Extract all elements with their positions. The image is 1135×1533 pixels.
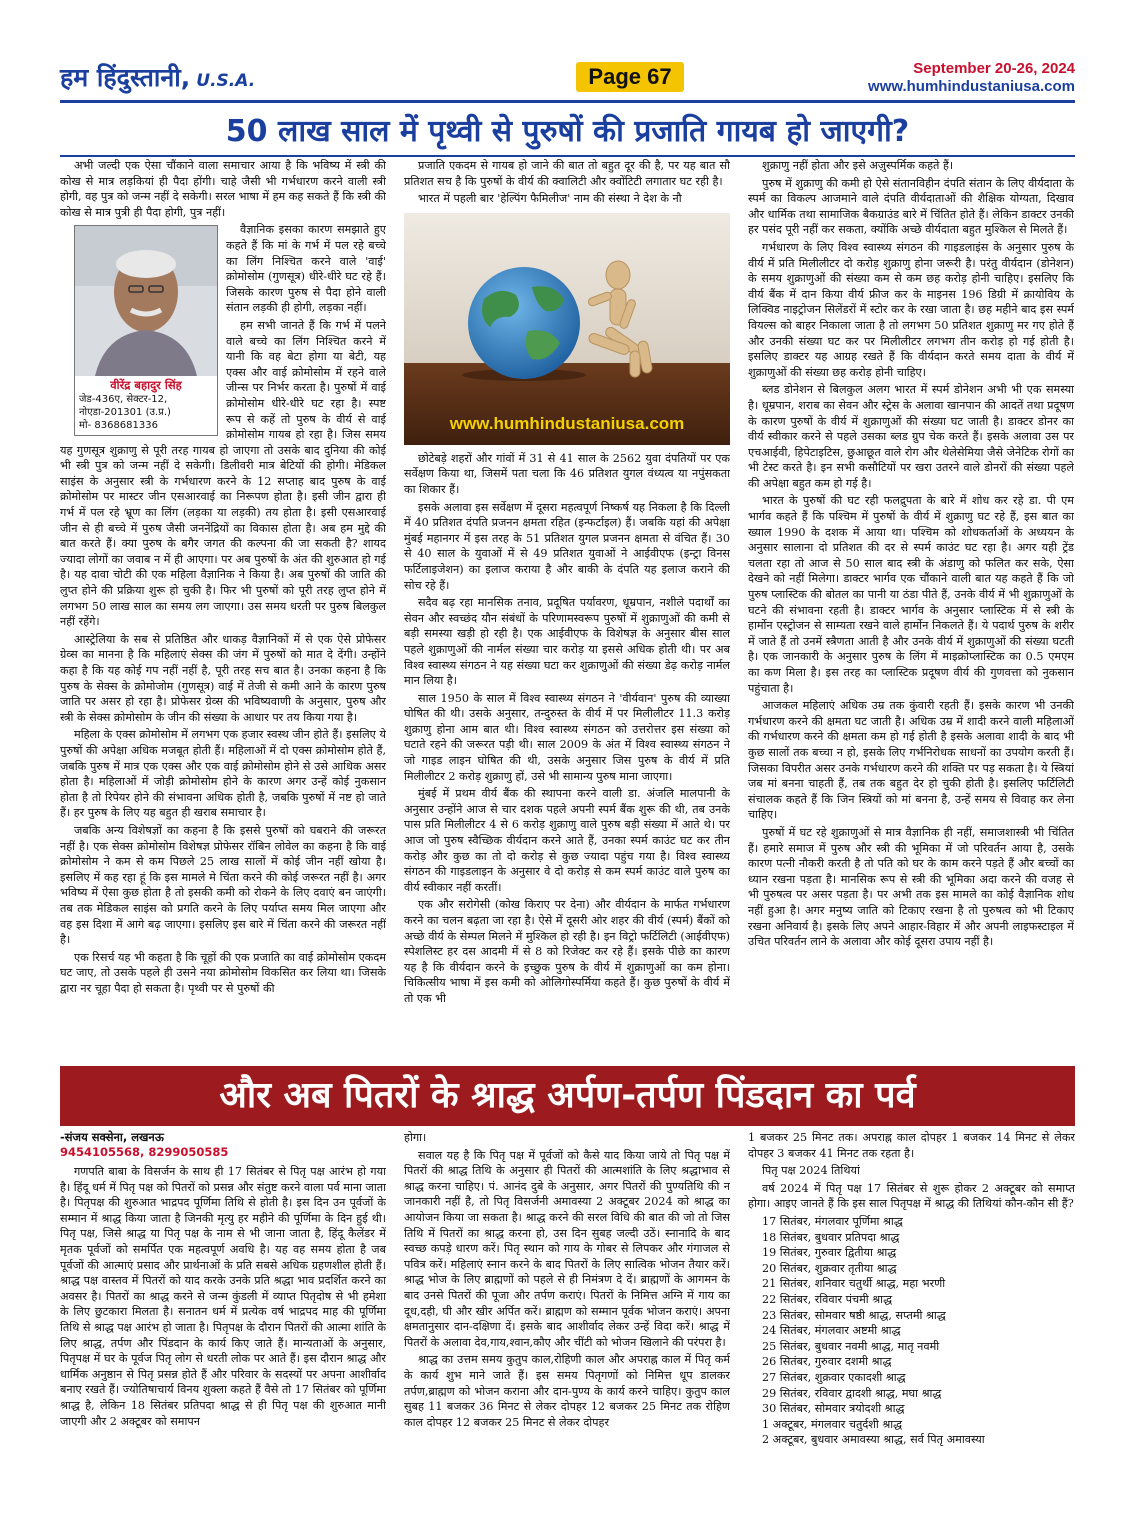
article2-byline — [60, 1130, 386, 1160]
list-item: 29 सितंबर, रविवार द्वादशी श्राद्ध, मघा श्राद्ध — [762, 1386, 942, 1400]
author-info — [75, 376, 217, 435]
article1-paragraph: सदैव बढ़ रहा मानसिक तनाव, प्रदूषित पर्यावरण, धूम्रपान, नशीले पदार्थों का सेवन और स्वच्छंद यौन संबंधों के परिणामस्वरूप पुरुषों में शुक्राणुओं की कमी से बड़ी समस्या खड़ी हो रही है। एक आईवीएफ के विशेषज्ञ के अनुसार बीस साल पहले शुक्राणुओं की नार्मल संख्या चार करोड़ या इससे अधिक होती थी। पर अब विश्व स्वास्थ्य संगठन ने यह संख्या घटा कर शुक्राणुओं की संख्या डेढ़ करोड़ नार्मल मान लिया है। — [404, 596, 730, 688]
article2-body — [60, 1130, 1075, 1526]
list-item: 17 सितंबर, मंगलवार पूर्णिमा श्राद्ध — [762, 1214, 903, 1228]
headline-rule — [60, 155, 1075, 157]
article1-column-3 — [748, 158, 1074, 1048]
article1-paragraph: अभी जल्दी एक ऐसा चौंकाने वाला समाचार आया है कि भविष्य में स्त्री की कोख से मात्र लड़कियां ही पैदा होंगी। चाहे जैसी भी गर्भधारण करने वाली स्त्री होगी, वह पुत्र को जन्म नहीं दे सकेगी। सरल भाषा में हम कह सकते हैं कि स्त्री की कोख से मात्र पुत्री ही पैदा होगी, पुत्र नहीं। — [60, 159, 386, 219]
article1-headline: 50 लाख साल में पृथ्वी से पुरुषों की प्रजाति गायब हो जाएगी? — [225, 114, 910, 149]
article1-paragraph: आस्ट्रेलिया के सब से प्रतिष्ठित और धाकड़ वैज्ञानिकों में से एक ऐसे प्रोफेसर ग्रेव्स का मानना है कि महिलाएं सेक्स की जंग में पुरुषों को मात दे देंगी। उन्होंने कहा है कि यह कोई गप नहीं नहीं है, पूरी तरह सच बात है। उनका कहना है कि पुरुष के सेक्स के क्रोमोजोम (गुणसूत्र) वाई में तेजी से कमी आने के कारण पुरुष जाति पर असर हो रहा है। प्रोफेसर ग्रेव्स की भविष्यवाणी के अनुसार, पुरुष और स्त्री के सेक्स क्रोमोसोम के जीन की संख्या के आधार पर तय किया गया है। — [60, 632, 386, 724]
issue-date: September 20-26, 2024 — [913, 60, 1075, 77]
article1-paragraph: वैज्ञानिक इसका कारण समझाते हुए कहते हैं कि मां के गर्भ में पल रहे बच्चे का लिंग निश्चित करने वाले 'वाई' क्रोमोसोम (गुणसूत्र) धीरे-धीरे घट रहे हैं। जिसके कारण पुरुष से पैदा होने वाली संतान लड़की ही होगी, लड़का नहीं। — [226, 223, 386, 315]
author-photo — [75, 226, 217, 376]
article2-paragraph: गणपति बाबा के विसर्जन के साथ ही 17 सितंबर से पितृ पक्ष आरंभ हो गया है। हिंदू धर्म में पितृ पक्ष को पितरों को प्रसन्न और संतुष्ट करने वाला पर्व माना जाता है। पितृपक्ष की शुरुआत भाद्रपद पूर्णिमा तिथि से होती है। इस दिन उन पूर्वजों के सम्मान में श्राद्ध किया जाता है जिनकी मृत्यु हर महीने की पूर्णिमा के दिन हुई थी। पितृ पक्ष, जिसे श्राद्ध या पितृ पक्ष के नाम से भी जाना जाता है, हिंदू कैलेंडर में मृतक पूर्वजों को समर्पित एक महत्वपूर्ण अवधि है। यह वह समय होता है जब पूर्वजों की आत्माएं प्रसाद और प्रार्थनाओं के प्रति सबसे अधिक ग्रहणशील होती हैं। श्राद्ध पक्ष वास्तव में पितरों को याद करके उनके प्रति श्रद्धा भाव प्रदर्शित करने का अवसर है। पितरों का श्राद्ध करने से जन्म कुंडली में व्याप्त पितृदोष से भी हमेशा के लिए छुटकारा मिलता है। सनातन धर्म में प्रत्येक वर्ष भाद्रपद माह की पूर्णिमा तिथि से श्राद्ध पक्ष आरंभ हो जाता है। पितृपक्ष के दौरान पितरों की आत्मा शांति के लिए श्राद्ध, तर्पण और पिंडदान के कार्य किए जाते हैं। मान्यताओं के अनुसार, पितृपक्ष में घर के पूर्वज पितृ लोग से धरती लोक पर आते हैं। इस दौरान श्राद्ध और धार्मिक अनुष्ठान से पितृ प्रसन्न होते हैं और परिवार के सदस्यों पर अपना आशीर्वाद बनाए रखते हैं। ज्योतिषाचार्य विनय शुक्ला कहते हैं वैसे तो 17 सितंबर को पूर्णिमा श्राद्ध है, लेकिन 18 सितंबर प्रतिपदा श्राद्ध से ही पितृ पक्ष की शुरुआत मानी जाएगी और 2 अक्टूबर को समापन — [60, 1165, 386, 1428]
photo-watermark-url: www.humhindustaniusa.com — [449, 413, 685, 433]
article1-paragraph: ब्लड डोनेशन से बिलकुल अलग भारत में स्पर्म डोनेशन अभी भी एक समस्या है। धूम्रपान, शराब का सेवन और स्ट्रेस के अलावा खानपान की आदतें तथा प्रदूषण के कारण पुरुषों के वीर्य में शुक्राणुओं की संख्या घट जाती है। डाक्टर डोनर का वीर्य स्वीकार करने से पहले उसका ब्लड ग्रुप चेक करते हैं। इसके अलावा उस पर एचआईवी, हिपेटाइटिस, छुआछूत वाले रोग और थेलेसेमिया जैसे जेनेटिक रोगों का भी टेस्ट करते है। इन सभी कसौटियों पर खरा उतरने वाले डोनरों की संख्या पहले की अपेक्षा बहुत कम हो गई है। — [748, 383, 1074, 490]
masthead — [60, 58, 1075, 102]
article1-paragraph: छोटेबड़े शहरों और गांवों में 31 से 41 साल के 2562 युवा दंपतियों पर एक सर्वेक्षण किया था, जिसमें पता चला कि 46 प्रतिशत युगल वंध्यत्व या नपुंसकता का शिकार हैं। — [404, 451, 730, 496]
article1-paragraph: भारत में पहली बार 'हेल्पिंग फैमिलीज' नाम की संस्था ने देश के नौ — [418, 192, 682, 206]
list-item: 24 सितंबर, मंगलवार अष्टमी श्राद्ध — [762, 1324, 901, 1338]
website-url[interactable]: www.humhindustaniusa.com — [868, 78, 1075, 95]
article2-column-3 — [748, 1130, 1075, 1526]
list-item: 26 सितंबर, गुरुवार दशमी श्राद्ध — [762, 1355, 892, 1369]
list-item: 1 अक्टूबर, मंगलवार चतुर्दशी श्राद्ध — [762, 1417, 903, 1431]
article1-paragraph: शुक्राणु नहीं होता और इसे अज़ुस्पर्मिक कहते हैं। — [762, 159, 954, 172]
article2-column-2 — [404, 1130, 730, 1526]
article1-paragraph: साल 1950 के साल में विश्व स्वास्थ्य संगठन ने 'वीर्यवान' पुरुष की व्याख्या घोषित की थी। उसके अनुसार, तन्दुरुस्त के वीर्य में पर मिलीलीटर 11.3 करोड़ शुक्राणु होना आम बात थी। विश्व स्वास्थ्य संगठन को उत्तरोत्तर इस संख्या को घटाते रहने की जरूरत पड़ी थी। साल 2009 के अंत में विश्व स्वास्थ्य संगठन ने जो गाइड लाइन घोषित की थी, उसके अनुसार जिस पुरुष के वीर्य में प्रति मिलीलीटर 2 करोड़ शुक्राणु हों, उसे भी सामान्य पुरुष माना जाएगा। — [404, 691, 730, 783]
list-item: 21 सितंबर, शनिवार चतुर्थी श्राद्ध, महा भरणी — [762, 1277, 946, 1291]
author-address-line-1: जेड-436ए, सेक्टर-12, — [79, 394, 168, 406]
list-item: 22 सितंबर, रविवार पंचमी श्राद्ध — [762, 1292, 893, 1306]
list-item: 23 सितंबर, सोमवार षष्ठी श्राद्ध, सप्तमी श्राद्ध — [762, 1308, 946, 1322]
list-item: 18 सितंबर, बुधवार प्रतिपदा श्राद्ध — [762, 1230, 900, 1244]
article1-paragraph: पुरुषों में घट रहे शुक्राणुओं से मात्र वैज्ञानिक ही नहीं, समाजशास्त्री भी चिंतित हैं। हमारे समाज में पुरुष और स्त्री की भूमिका में जो परिवर्तन आया है, उसके कारण पत्नी नौकरी करती है तो पति को घर के काम करने पड़ते हैं और बच्चों का ध्यान रखना पड़ता है। मानसिक रूप से स्त्री की भूमिका अदा करने की वजह से भी पुरुषत्व पर असर पड़ता है। पर अभी तक इस मामले का कोई वैज्ञानिक शोध नहीं हुआ है। अगर मनुष्य जाति को टिकाए रखना है तो पुरुषत्व को भी टिकाए रखना अनिवार्य है। इसके लिए अपने आहार-विहार में और अपनी लाइफस्टाइल में उचित परिवर्तन लाने के अलावा और कोई दूसरा उपाय नहीं है। — [748, 825, 1074, 949]
article2-paragraph: होगा। — [404, 1131, 427, 1144]
page-number-badge: Page 67 — [576, 62, 684, 92]
shradh-dates-list — [762, 1214, 1075, 1448]
article1-paragraph: एक और सरोगेसी (कोख किराए पर देना) और वीर्यदान के मार्फत गर्भधारण करने का चलन बढ़ता जा रहा है। ऐसे में दूसरी ओर शहर की वीर्य (स्पर्म) बैंकों को अच्छे वीर्य के सेम्पल मिलने में मुश्किल हो रही है। इन विट्रो फर्टिलिटी (आईवीएफ) स्पेशलिस्ट हर दस आदमी में से 8 को रिजेक्ट कर रहे हैं। इसके पीछे का कारण यह है कि वीर्यदान करने के इच्छुक पुरुष के वीर्य में शुक्राणुओं का कम होना। चिकित्सीय भाषा में इस कमी को ओलिगोस्पर्मिया कहते हैं। कुछ पुरुषों के वीर्य में तो एक भी — [404, 898, 730, 1005]
list-item: 19 सितंबर, गुरुवार द्वितीया श्राद्ध — [762, 1246, 897, 1260]
article1-paragraph: महिला के एक्स क्रोमोसोम में लगभग एक हजार स्वस्थ जीन होते हैं। इसलिए ये पुरुषों की अपेक्षा अधिक मजबूत होती हैं। महिलाओं में दो एक्स क्रोमोसोम होते हैं, जबकि पुरुष में मात्र एक एक्स और एक वाई क्रोमोसोम होने से उसे आधिक असर होता है। महिलाओं में जोड़ी क्रोमोसोम होने के कारण अगर उन्हें कोई नुकसान होता है तो रिपेयर होने की संभावना अधिक होती है, जबकि पुरुषों में नष्ट हो जाते हैं। हर पुरुष के लिए यह बहुत ही खराब समाचार है। — [60, 728, 386, 820]
newspaper-logo: हम हिंदुस्तानी, U.S.A. — [60, 63, 256, 92]
article1-body — [60, 158, 1075, 1048]
article2-paragraph: 1 बजकर 25 मिनट तक। अपराह्न काल दोपहर 1 बजकर 14 मिनट से लेकर दोपहर 3 बजकर 41 मिनट तक रहता है। — [748, 1131, 1075, 1160]
byline-author: -संजय सक्सेना, लखनऊ — [60, 1130, 164, 1144]
article1-paragraph: मुंबई में प्रथम वीर्य बैंक की स्थापना करने वाली डा. अंजलि मालपानी के अनुसार उन्होंने आज से चार दशक पहले अपनी स्पर्म बैंक शुरू की थी, तब उनके पास प्रति मिलीलीटर 4 से 6 करोड़ शुक्राणु वाले पुरुष बड़ी संख्या में आते थे। पर आज जो पुरुष स्वैच्छिक वीर्यदान करने आते हैं, उनका स्पर्म काउंट घट कर तीन करोड़ और कुछ का तो दो करोड़ से कुछ ज्यादा पहुंच गया है। विश्व स्वास्थ्य संगठन की गाइडलाइन के अनुसार वे दो करोड़ से कम स्पर्म काउंट वाले पुरुष का वीर्य स्वीकार नहीं करतीं। — [404, 787, 730, 894]
list-item: 27 सितंबर, शुक्रवार एकादशी श्राद्ध — [762, 1370, 906, 1384]
article2-paragraph: श्राद्ध का उत्तम समय कुतुप काल,रोहिणी काल और अपराह्न काल में पितृ कर्म के कार्य शुभ माने जाते हैं। इस समय पितृगणों को निमित्त धूप डालकर तर्पण,ब्राह्मण को भोजन कराना और दान-पुण्य के कार्य करने चाहिए। कुतुप काल सुबह 11 बजकर 36 मिनट से लेकर दोपहर 12 बजकर 25 मिनट तक रोहिण काल दोपहर 12 बजकर 25 मिनट से लेकर दोपहर — [404, 1353, 730, 1429]
article1-column-1 — [60, 158, 386, 1048]
article2-headline-banner: और अब पितरों के श्राद्ध अर्पण-तर्पण पिंडदान का पर्व — [60, 1066, 1075, 1126]
article1-paragraph: पुरुष में शुक्राणु की कमी हो ऐसे संतानविहीन दंपति संतान के लिए वीर्यदाता के स्पर्म का विकल्प आजमाने वाले दंपति वीर्यदाताओं की शैक्षिक योग्यता, दिखाव और धार्मिक तथा सामाजिक बैकग्राउंड बारे में चिंतित होते हैं। लेकिन डाक्टर उनकी हर पसंद पूरी नहीं कर सकता, क्योंकि अच्छे वीर्यदाता बहुत मुश्किल से मिलते हैं। — [748, 176, 1074, 237]
article1-paragraph: इसके अलावा इस सर्वेक्षण में दूसरा महत्वपूर्ण निष्कर्ष यह निकला है कि दिल्ली में 40 प्रतिशत दंपति प्रजनन क्षमता रहित (इन्फर्टाइल) हैं। जबकि यहां की अपेक्षा मुंबई महानगर में इस तरह के 51 प्रतिशत युगल प्रजनन क्षमता से वंचित हैं। 30 से 40 साल के युवाओं में से 49 प्रतिशत युवाओं ने आईवीएफ (इन्ट्रा विनस फर्टिलाइजेशन) का इलाज कराया है और बाकी के दंपति यह इलाज कराने की सोच रहे हैं। — [404, 500, 730, 592]
article1-column-2 — [404, 158, 730, 1048]
article2-paragraph: वर्ष 2024 में पितृ पक्ष 17 सितंबर से शुरू होकर 2 अक्टूबर को समाप्त होगा। आइए जानते हैं कि इस साल पितृपक्ष में श्राद्ध की तिथियां कौन-कौन सी हैं? — [748, 1181, 1075, 1211]
article1-paragraph: एक रिसर्च यह भी कहता है कि चूहों की एक प्रजाति का वाई क्रोमोसोम एकदम घट जाए, तो उसके पहले ही उसने नया क्रोमोसोम विकसित कर लिया था। जिसके द्वारा नर चूहा पैदा हो सकता है। पृथ्वी पर से पुरुषों की — [60, 950, 386, 995]
article1-paragraph: प्रजाति एकदम से गायब हो जाने की बात तो बहुत दूर की है, पर यह बात सौ प्रतिशत सच है कि पुरुषों के वीर्य की क्वालिटी और क्वोंटिटी लगातार घट रही है। — [404, 159, 730, 188]
byline-phones: 9454105568, 8299050585 — [60, 1145, 229, 1159]
list-item: 25 सितंबर, बुधवार नवमी श्राद्ध, मातृ नवमी — [762, 1339, 940, 1353]
list-item: 30 सितंबर, सोमवार त्रयोदशी श्राद्ध — [762, 1402, 905, 1416]
article1-paragraph: जबकि अन्य विशेषज्ञों का कहना है कि इससे पुरुषों को घबराने की जरूरत नहीं है। एक सेक्स क्रोमोसोम विशेषज्ञ प्रोफेसर रॉबिन लोवेल का कहना है कि वाई क्रोमोसोम ने कम से कम पिछले 25 लाख सालों में कोई जीन नहीं खोया है। इसलिए में कह रहा हूं कि इस मामले मे चिंता करने की कोई जरूरत नहीं है। अगर भविष्य में ऐसा कुछ होता है तो इसकी कमी को रोकने के लिए दवाएं बन जाएंगी। तब तक मेडिकल साइंस को प्रगति करने के लिए पर्याप्त समय मिल जाएगा और वह इस दिशा में आगे बढ़ जाएगा। इसलिए इस बारे में चिंता करने की जरूरत नहीं है। — [60, 823, 386, 947]
author-box — [74, 225, 218, 436]
globe-mannequin-photo — [404, 213, 730, 445]
shradh-dates-heading: पितृ पक्ष 2024 तिथियां — [762, 1164, 860, 1178]
article1-paragraph: आजकल महिलाएं अधिक उम्र तक कुंवारी रहती हैं। इसके कारण भी उनकी गर्भधारण करने की क्षमता घट जाती है। अधिक उम्र में शादी करने वाली महिलाओं की गर्भधारण करने की क्षमता कम हो गई होती है इसके अलावा शादी के बाद भी कुछ सालों तक बच्चा न हो, इसके लिए गर्भनिरोधक साधनों का उपयोग करती हैं। जिसका विपरीत असर उनके गर्भधारण करने की शक्ति पर पड़ सकता है। ये स्त्रियां जब मां बनना चाहती हैं, तब तक बहुत देर हो चुकी होती है। इसलिए फर्टिलिटी संचालक कहते हैं कि जिन स्त्रियों को मां बनना है, उन्हें समय से विवाह कर लेना चाहिए। — [748, 699, 1074, 822]
article1-paragraph: गर्भधारण के लिए विश्व स्वास्थ्य संगठन की गाइडलाइंस के अनुसार पुरुष के वीर्य में प्रति मिलीलीटर दो करोड़ शुक्राणु होना जरूरी है। परंतु वीर्यदान (डोनेशन) के समय शुक्राणुओं की संख्या कम से कम छह करोड़ होनी चाहिए। इसलिए कि वीर्य बैंक में दान किया वीर्य फ्रीज कर के माइनस 196 डिग्री में क्रायोविय के लिक्विड नाइट्रोजन सिलेंडरों में स्टोर कर के रखा जाता है। छह महीने बाद इस स्पर्म वियल्स को बाहर निकाला जाता है तो लगभग 50 प्रतिशत शुक्राणु मर गए होते हैं और उनकी संख्या घट कर पर मिलीलीटर लगभग तीन करोड़ हो गई होती है। इसलिए डाक्टर यह आग्रह रखते हैं कि वीर्यदान करते समय दाता के वीर्य में शुक्राणुओं की संख्या छह करोड़ होनी चाहिए। — [748, 240, 1074, 379]
list-item: 2 अक्टूबर, बुधवार अमावस्या श्राद्ध, सर्व पितृ अमावस्या — [762, 1433, 985, 1447]
article1-paragraph: हम सभी जानते हैं कि गर्भ में पलने वाले बच्चे का लिंग निश्चित करने में यानी कि वह बेटा होगा या बेटी, यह एक्स और वाई क्रोमोसोम में रहने वाले जीन्स पर निर्भर करता है। पुरुषों में वाई क्रोमोसोम धीरे-धीरे घट रहा है। स्पष्ट रूप से कहें तो पुरुष के वीर्य से वाई क्रोमोसोम गायब हो रहा है। जिस समय यह गुणसूत्र शुक्राणु से पूरी तरह गायब हो जाएगा तो उसके बाद दुनिया की कोई भी स्त्री पुत्र को जन्म नहीं दे सकेगी। डिलीवरी मात्र बेटियों की होगी। मेडिकल साइंस के अनुसार स्त्री के गर्भधारण करने के 12 सप्ताह बाद पुरुष के वाई क्रोमोसोम पर मास्टर जीन एसआरवाई का निरूपण होता है। इसी जीन द्वारा ही गर्भ में पल रहे भ्रूण का लिंग (लड़का या लड़की) तय होता है। इसी एसआरवाई जीन से ही बच्चे में पुरुष जैसी जननेंद्रियों का विकास होता है। अब हम मुद्दे की बात करते हैं। क्या पुरुष के बगैर जगत की कल्पना की जा सकती है? शायद ज्यादा लोगों का जवाब न में ही आएगा। पर अब पुरुषों के अंत की शुरुआत हो गई है। यह दावा चोटी की एक महिला वैज्ञानिक ने किया है। अब पुरुषों की जाति की लुप्त होने की प्रक्रिया शुरू हो चुकी है। फिर भी पुरुषों को पूरी तरह लुप्त होने में लगभग 50 लाख साल का समय लग जाएगा। उस समय धरती पर पुरुष बिलकुल नहीं रहेंगे। — [60, 318, 386, 629]
list-item: 20 सितंबर, शुक्रवार तृतीया श्राद्ध — [762, 1261, 897, 1275]
author-mobile: मो- 8368681336 — [79, 420, 158, 432]
article2-paragraph: सवाल यह है कि पितृ पक्ष में पूर्वजों को कैसे याद किया जाये तो पितृ पक्ष में पितरों की श्राद्ध तिथि के अनुसार ही पितरों की आत्मशांति के लिए श्रद्धाभाव से श्राद्ध करना चाहिए। पं. आनंद दुबे के अनुसार, अगर पितरों की पुण्यतिथि की न जानकारी नहीं है, तो पितृ विसर्जनी अमावस्या 2 अक्टूबर 2024 को श्राद्ध का आयोजन किया जा सकता है। श्राद्ध करने की सरल विधि की बात की जो तो जिस तिथि में पितरों का श्राद्ध करना हो, उस दिन सुबह जल्दी उठें। स्नानादि के बाद स्वच्छ कपड़े धारण करें। पितृ स्थान को गाय के गोबर से लिपकर और गंगाजल से पवित्र करें। महिलाएं स्नान करने के बाद पितरों के लिए सात्विक भोजन तैयार करें। श्राद्ध भोज के लिए ब्राह्मणों को पहले से ही निमंत्रण दे दें। ब्राह्मणों के आगमन के बाद उनसे पितरों की पूजा और तर्पण कराएं। पितरों के निमित्त अग्नि में गाय का दूध,दही, घी और खीर अर्पित करें। ब्राह्मण को सम्मान पूर्वक भोजन कराएं। अपना क्षमतानुसार दान-दक्षिणा दें। इसके बाद आशीर्वाद लेकर उन्हें विदा करें। श्राद्ध में पितरों के अलावा देव,गाय,श्वान,कौए और चींटी को भोजन खिलाने की परंपरा है। — [404, 1148, 730, 1349]
article2-column-1 — [60, 1130, 386, 1526]
author-address-line-2: नोएडा-201301 (उ.प्र.) — [79, 407, 171, 419]
article1-paragraph: भारत के पुरुषों की घट रही फलद्रुपता के बारे में शोध कर रहे डा. पी एम भार्गव कहते हैं कि पश्चिम में पुरुषों के वीर्य में शुक्राणु घट रहे हैं, इस बात का ख्याल 1990 के दशक में आया था। पश्चिम को शोधकर्ताओं के अध्ययन के अनुसार सालाना दो प्रतिशत की दर से स्पर्म काउंट घट रहा है। अगर यही ट्रेंड चलता रहा तो आज से 50 साल बाद स्त्री के अंडाणु को फलित कर सके, ऐसा देखने को नहीं मिलेगा। डाक्टर भार्गव एक चौंकाने वाली बात यह कहते हैं कि जो पुरुष प्लास्टिक की बोतल का पानी या ठंडा पीते हैं, उनके वीर्य में भी शुक्राणुओं के घटने की संभावना रहती है। डाक्टर भार्गव के अनुसार प्लास्टिक में से स्त्री के हार्मोन एस्ट्रोजन से साम्यता रखने वाले हार्मोन निकलते हैं। ये पदार्थ पुरुष के शरीर में जाते हैं तो उनमें स्त्रैणता आती है और उनके वीर्य में शुक्राणुओं की संख्या घटती है। एक जानकारी के अनुसार पुरुष के लिंग में माइक्रोप्लास्टिक का 0.5 एमएम का कण मिला है। इस तरह का प्लास्टिक प्रदूषण वीर्य की गुणवत्ता को नुकसान पहुंचाता है। — [748, 494, 1074, 695]
author-name: वीरेंद्र बहादुर सिंह — [110, 378, 182, 393]
masthead-rule — [60, 100, 1075, 103]
